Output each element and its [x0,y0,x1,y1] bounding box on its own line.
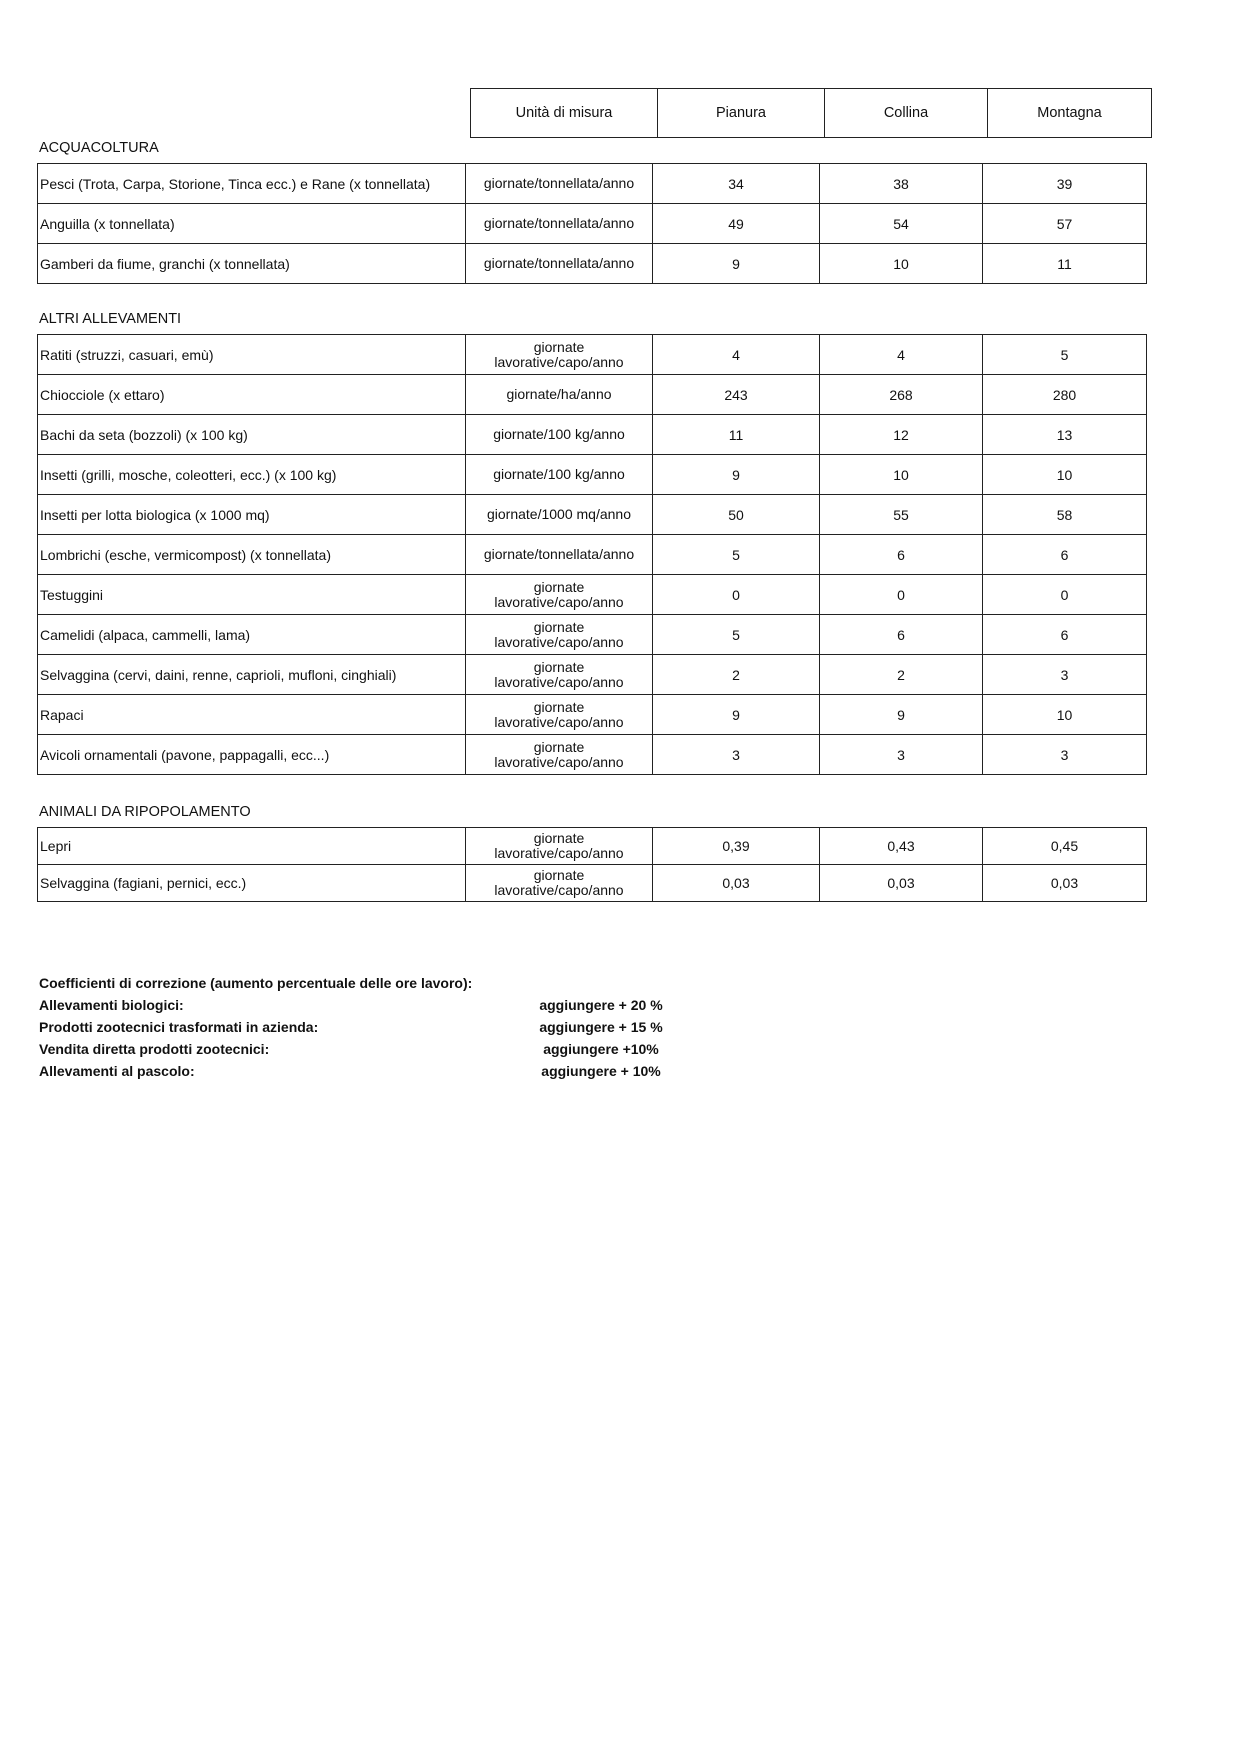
row-unit: giornate/tonnellata/anno [466,164,653,204]
section-table [37,334,1147,775]
table-row [38,415,1147,455]
row-value-mountain: 6 [983,615,1147,655]
row-value-mountain: 3 [983,735,1147,775]
table-row [38,735,1147,775]
row-value-mountain: 58 [983,495,1147,535]
row-value-hill: 6 [820,615,983,655]
row-value-hill: 6 [820,535,983,575]
row-value-mountain: 3 [983,655,1147,695]
row-unit: giornate/100 kg/anno [466,415,653,455]
notes-heading: Coefficienti di correzione (aumento percentuale delle ore lavoro): [39,975,473,991]
row-value-plain: 0 [653,575,820,615]
row-unit: giornate lavorative/capo/anno [466,615,653,655]
row-value-plain: 9 [653,244,820,284]
note-label: Prodotti zootecnici trasformati in azienda: [39,1019,319,1035]
row-name: Selvaggina (fagiani, pernici, ecc.) [38,865,466,902]
row-value-mountain: 6 [983,535,1147,575]
correction-coefficients [39,975,663,1085]
row-unit: giornate lavorative/capo/anno [466,828,653,865]
row-value-plain: 0,03 [653,865,820,902]
note-row [39,997,663,1019]
row-unit: giornate/1000 mq/anno [466,495,653,535]
section-title: ACQUACOLTURA [39,140,159,156]
row-name: Insetti (grilli, mosche, coleotteri, ecc.) (x 100 kg) [38,455,466,495]
row-name: Anguilla (x tonnellata) [38,204,466,244]
table-row [38,828,1147,865]
row-value-hill: 2 [820,655,983,695]
section-table [37,827,1147,902]
note-row [39,1019,663,1041]
row-value-mountain: 10 [983,455,1147,495]
row-name: Gamberi da fiume, granchi (x tonnellata) [38,244,466,284]
row-value-plain: 3 [653,735,820,775]
row-unit: giornate/100 kg/anno [466,455,653,495]
header-plain: Pianura [658,89,825,138]
row-value-mountain: 5 [983,335,1147,375]
row-name: Selvaggina (cervi, daini, renne, caprioli, mufloni, cinghiali) [38,655,466,695]
section-title: ANIMALI DA RIPOPOLAMENTO [39,804,251,820]
row-value-hill: 4 [820,335,983,375]
header-unit: Unità di misura [471,89,658,138]
row-name: Chiocciole (x ettaro) [38,375,466,415]
header-mountain: Montagna [988,89,1152,138]
row-name: Pesci (Trota, Carpa, Storione, Tinca ecc.) e Rane (x tonnellata) [38,164,466,204]
notes-heading-row [39,975,659,997]
note-label: Vendita diretta prodotti zootecnici: [39,1041,270,1057]
row-value-hill: 0 [820,575,983,615]
row-value-mountain: 10 [983,695,1147,735]
row-unit: giornate lavorative/capo/anno [466,735,653,775]
row-name: Camelidi (alpaca, cammelli, lama) [38,615,466,655]
row-value-plain: 49 [653,204,820,244]
note-value: aggiungere + 15 % [539,1019,663,1035]
row-value-hill: 55 [820,495,983,535]
row-value-hill: 0,43 [820,828,983,865]
row-name: Testuggini [38,575,466,615]
table-row [38,865,1147,902]
note-label: Allevamenti biologici: [39,997,184,1013]
row-value-mountain: 57 [983,204,1147,244]
row-unit: giornate/tonnellata/anno [466,535,653,575]
row-value-hill: 10 [820,455,983,495]
row-name: Bachi da seta (bozzoli) (x 100 kg) [38,415,466,455]
table-row [38,695,1147,735]
row-value-hill: 12 [820,415,983,455]
table-row [38,244,1147,284]
table-row [38,655,1147,695]
table-row [38,495,1147,535]
table-row [38,535,1147,575]
row-unit: giornate lavorative/capo/anno [466,575,653,615]
row-value-mountain: 0,03 [983,865,1147,902]
row-value-plain: 34 [653,164,820,204]
row-name: Insetti per lotta biologica (x 1000 mq) [38,495,466,535]
note-row [39,1063,659,1085]
row-value-plain: 9 [653,455,820,495]
row-value-mountain: 0 [983,575,1147,615]
section-title: ALTRI ALLEVAMENTI [39,311,182,327]
row-name: Ratiti (struzzi, casuari, emù) [38,335,466,375]
row-value-hill: 3 [820,735,983,775]
row-value-mountain: 11 [983,244,1147,284]
table-row [38,575,1147,615]
note-label: Allevamenti al pascolo: [39,1063,195,1079]
table-row [38,375,1147,415]
note-value: aggiungere + 10% [541,1063,661,1079]
row-unit: giornate lavorative/capo/anno [466,655,653,695]
row-name: Lepri [38,828,466,865]
row-value-plain: 243 [653,375,820,415]
table-row [38,335,1147,375]
row-value-hill: 10 [820,244,983,284]
row-value-plain: 5 [653,615,820,655]
table-row [38,455,1147,495]
row-value-mountain: 39 [983,164,1147,204]
row-unit: giornate lavorative/capo/anno [466,335,653,375]
row-value-plain: 9 [653,695,820,735]
row-value-plain: 0,39 [653,828,820,865]
section-table [37,163,1147,284]
row-value-hill: 268 [820,375,983,415]
row-unit: giornate lavorative/capo/anno [466,865,653,902]
row-name: Lombrichi (esche, vermicompost) (x tonnellata) [38,535,466,575]
note-value: aggiungere + 20 % [539,997,663,1013]
row-value-plain: 11 [653,415,820,455]
notes-list [39,997,663,1085]
row-value-hill: 38 [820,164,983,204]
row-value-plain: 2 [653,655,820,695]
row-unit: giornate lavorative/capo/anno [466,695,653,735]
row-value-plain: 50 [653,495,820,535]
row-value-mountain: 13 [983,415,1147,455]
row-value-mountain: 280 [983,375,1147,415]
row-unit: giornate/tonnellata/anno [466,204,653,244]
row-value-hill: 9 [820,695,983,735]
row-value-plain: 5 [653,535,820,575]
note-value: aggiungere +10% [543,1041,659,1057]
row-value-plain: 4 [653,335,820,375]
row-value-hill: 0,03 [820,865,983,902]
row-name: Rapaci [38,695,466,735]
row-value-hill: 54 [820,204,983,244]
row-name: Avicoli ornamentali (pavone, pappagalli, ecc...) [38,735,466,775]
column-header-table [470,88,1152,138]
note-row [39,1041,659,1063]
table-row [38,164,1147,204]
row-unit: giornate/ha/anno [466,375,653,415]
row-value-mountain: 0,45 [983,828,1147,865]
header-hill: Collina [825,89,988,138]
row-unit: giornate/tonnellata/anno [466,244,653,284]
table-row [38,204,1147,244]
table-row [38,615,1147,655]
